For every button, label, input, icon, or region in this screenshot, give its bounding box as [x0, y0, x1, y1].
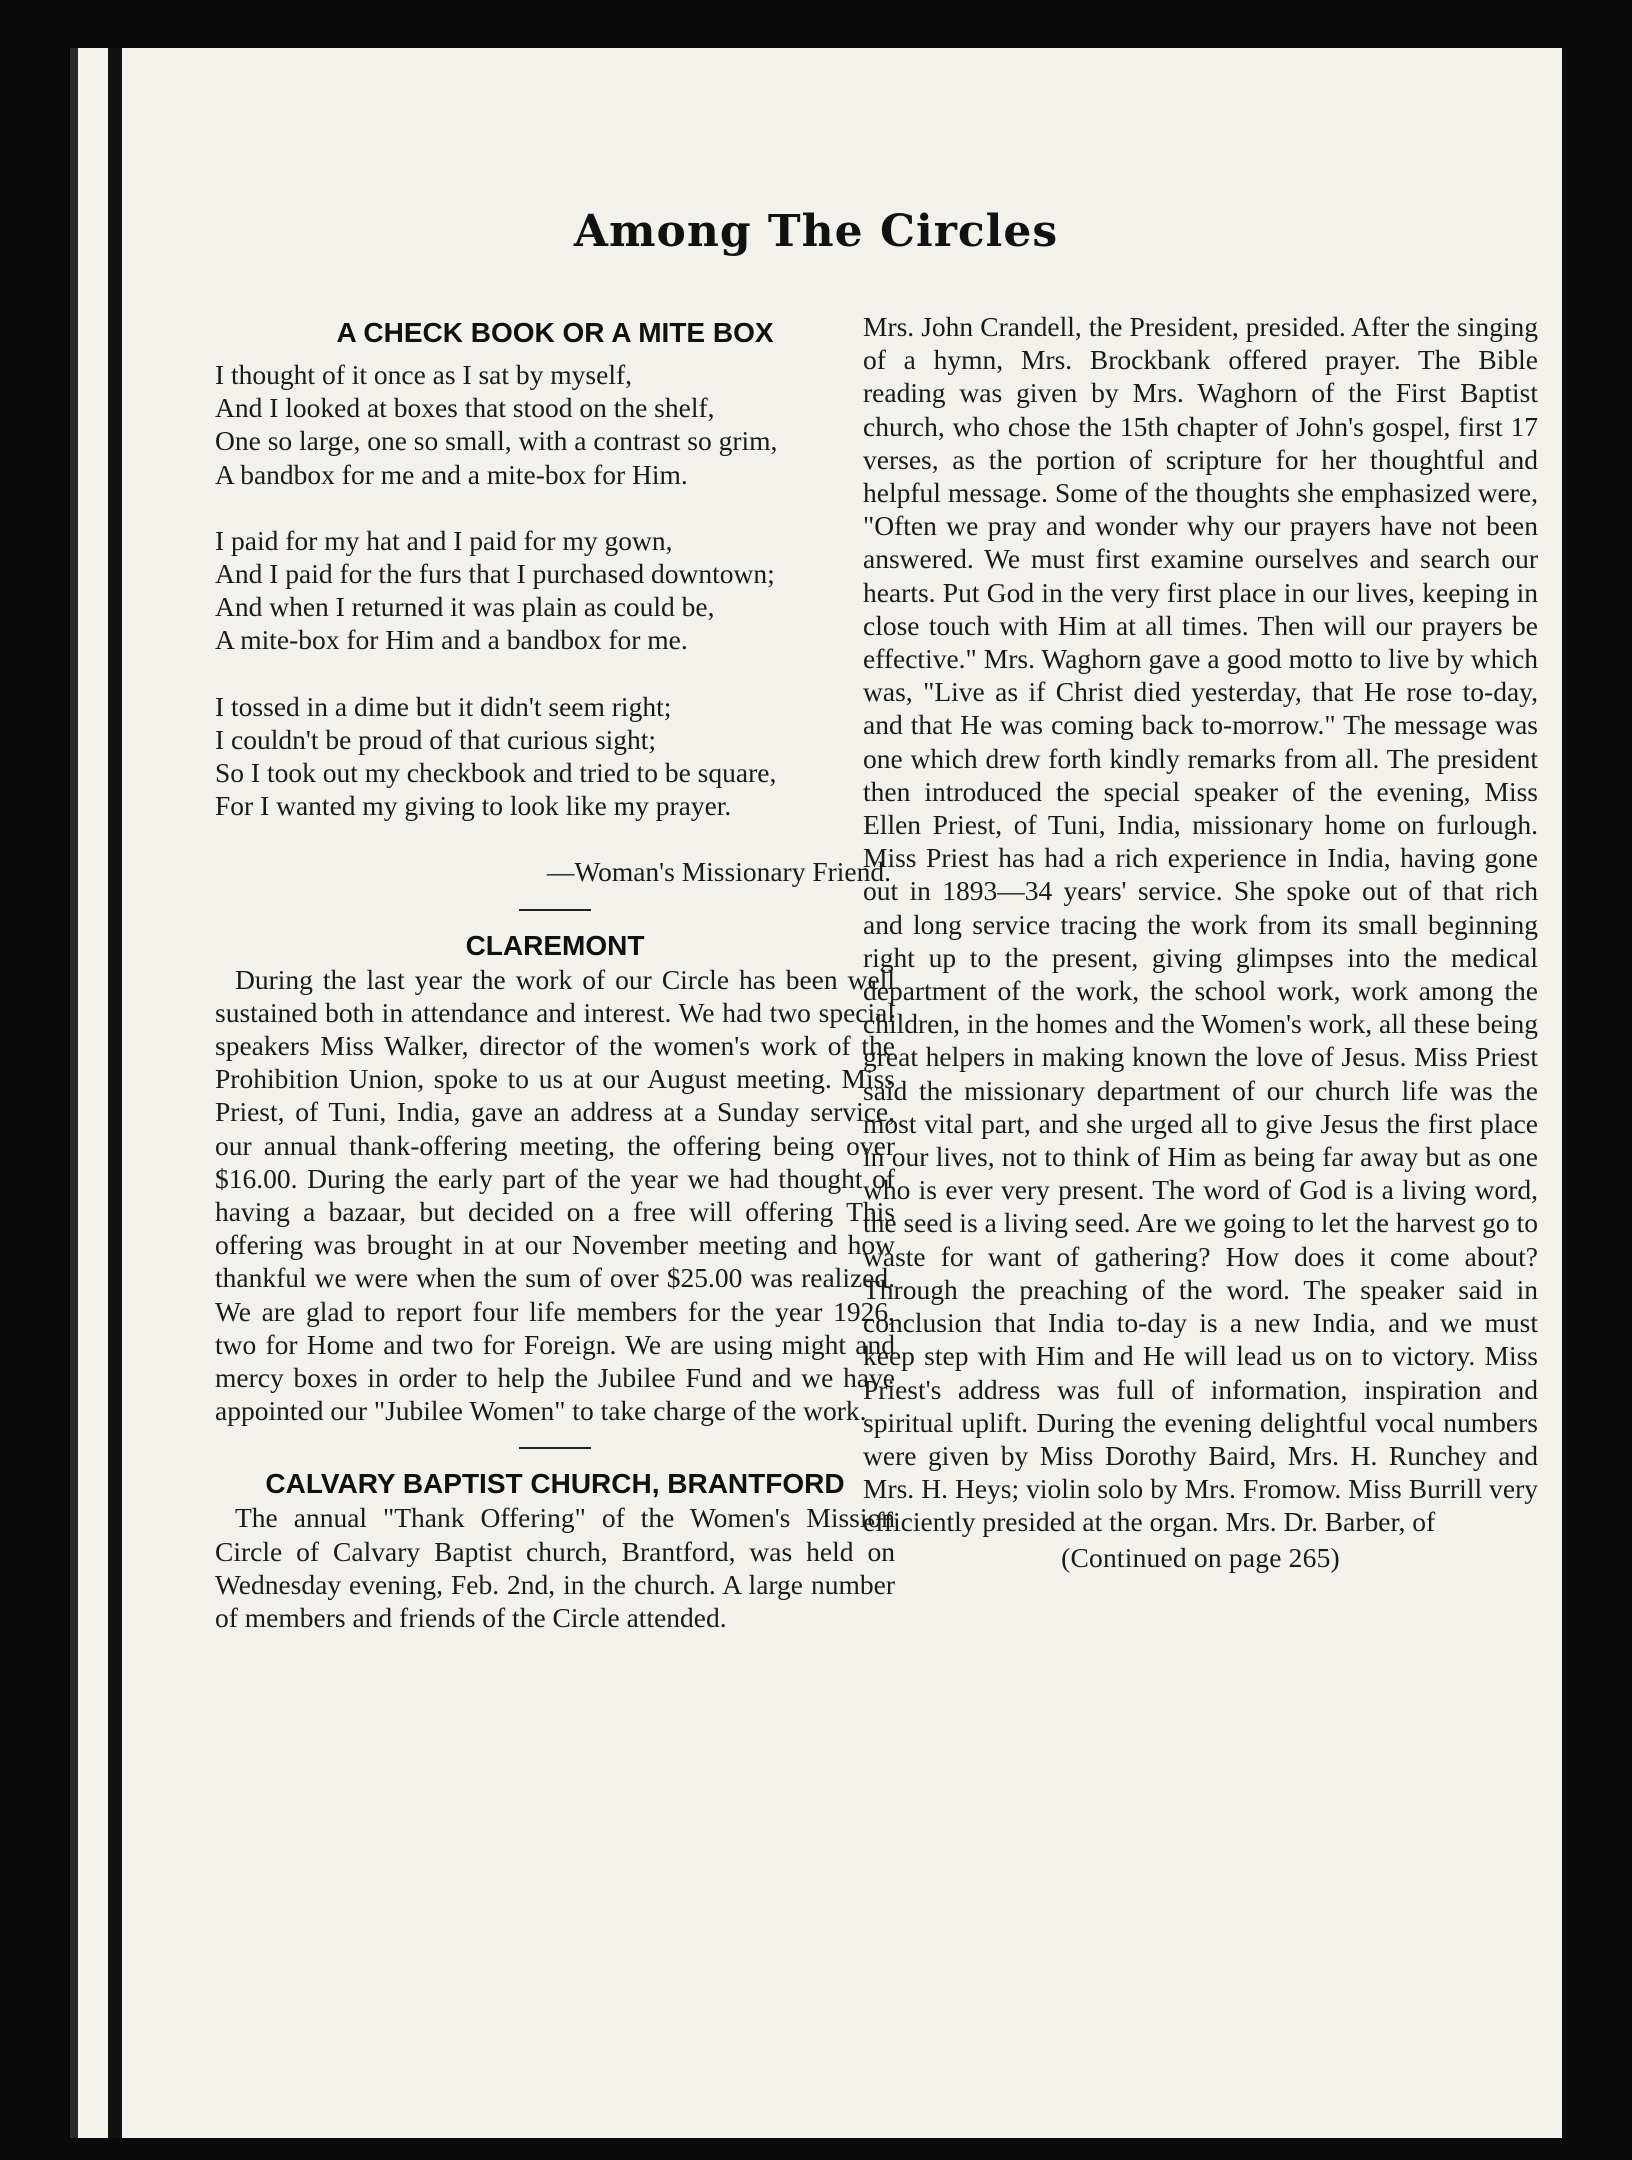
poem-stanza	[215, 690, 895, 823]
calvary-report-continued: Mrs. John Crandell, the President, presided. After the singing of a hymn, Mrs. Brockbank offered prayer. The Bible reading was given by Mrs. Waghorn of the First Baptist church, who chose the 15th chapter of John's gospel, first 17 verses, as the portion of scripture for her thoughtful and helpful message. Some of the thoughts she emphasized were, "Often we pray and wonder why our prayers have not been answered. We must first examine ourselves and search our hearts. Put God in the very first place in our lives, keeping in close touch with Him at all times. Then will our prayers be effective." Mrs. Waghorn gave a good motto to live by which was, "Live as if Christ died yesterday, that He rose to-day, and that He was coming back to-morrow." The message was one which drew forth kindly remarks from all. The president then introduced the special speaker of the evening, Miss Ellen Priest, of Tuni, India, missionary home on furlough. Miss Priest has had a rich experience in India, having gone out in 1893—34 years' service. She spoke out of that rich and long service tracing the work from its small beginning right up to the present, giving glimpses into the medical department of the work, the school work, work among the children, in the homes and the Women's work, all these being great helpers in making known the love of Jesus. Miss Priest said the missionary department of our church life was the most vital part, and she urged all to give Jesus the first place in our lives, not to think of Him as being far away but as one who is ever very present. The word of God is a living word, the seed is a living seed. Are we going to let the harvest go to waste for want of gathering? How does it come about? Through the preaching of the word. The speaker said in conclusion that India to-day is a new India, and we must keep step with Him and He will lead us on to victory. Miss Priest's address was full of information, inspiration and spiritual uplift. During the evening delightful vocal numbers were given by Miss Dorothy Baird, Mrs. H. Runchey and Mrs. H. Heys; violin solo by Mrs. Fromow. Miss Burrill very efficiently presided at the organ. Mrs. Dr. Barber, of	[863, 311, 1538, 1538]
poem-heading: A CHECK BOOK OR A MITE BOX	[336, 317, 774, 348]
poem-line: I tossed in a dime but it didn't seem right;	[215, 690, 672, 722]
right-column	[863, 310, 1538, 1574]
continued-note: (Continued on page 265)	[1061, 1541, 1340, 1573]
poem-line: And when I returned it was plain as could be,	[215, 591, 715, 623]
section-divider	[519, 909, 591, 911]
binding-line	[108, 48, 122, 2138]
poem-line: So I took out my checkbook and tried to be square,	[215, 757, 777, 789]
poem	[215, 358, 895, 889]
section-divider	[519, 1447, 591, 1449]
poem-line: A mite-box for Him and a bandbox for me.	[215, 624, 688, 656]
poem-line: I thought of it once as I sat by myself,	[215, 359, 632, 390]
page	[70, 48, 1562, 2138]
poem-line: I couldn't be proud of that curious sight;	[215, 723, 657, 755]
calvary-report-start: The annual "Thank Offering" of the Women's Mission Circle of Calvary Baptist church, Brantford, was held on Wednesday evening, Feb. 2nd, in the church. A large number of members and friends of the Circle attended.	[215, 1502, 895, 1634]
claremont-heading: CLAREMONT	[465, 929, 645, 961]
page-title: Among The Circles	[573, 206, 1059, 257]
poem-line: For I wanted my giving to look like my prayer.	[215, 790, 732, 822]
poem-line: One so large, one so small, with a contrast so grim,	[215, 425, 778, 457]
poem-line: A bandbox for me and a mite-box for Him.	[215, 458, 688, 490]
poem-stanza	[215, 524, 895, 657]
calvary-heading: CALVARY BAPTIST CHURCH, BRANTFORD	[265, 1468, 845, 1500]
poem-stanza	[215, 358, 895, 491]
left-column	[215, 316, 895, 1634]
poem-attribution: —Woman's Missionary Friend.	[546, 856, 891, 888]
poem-line: And I looked at boxes that stood on the shelf,	[215, 392, 715, 424]
page-edge-shadow	[70, 48, 78, 2138]
poem-line: And I paid for the furs that I purchased downtown;	[215, 558, 775, 590]
poem-line: I paid for my hat and I paid for my gown,	[215, 524, 673, 556]
claremont-report: During the last year the work of our Circle has been well sustained both in attendance and interest. We had two special speakers Miss Walker, director of the women's work of the Prohibition Union, spoke to us at our August meeting. Miss Priest, of Tuni, India, gave an address at a Sunday service, our annual thank-offering meeting, the offering being over $16.00. During the early part of the year we had thought of having a bazaar, but decided on a free will offering This offering was brought in at our November meeting and how thankful we were when the sum of over $25.00 was realized. We are glad to report four life members for the year 1926, two for Home and two for Foreign. We are using might and mercy boxes in order to help the Jubilee Fund and we have appointed our "Jubilee Women" to take charge of the work.	[215, 963, 895, 1427]
